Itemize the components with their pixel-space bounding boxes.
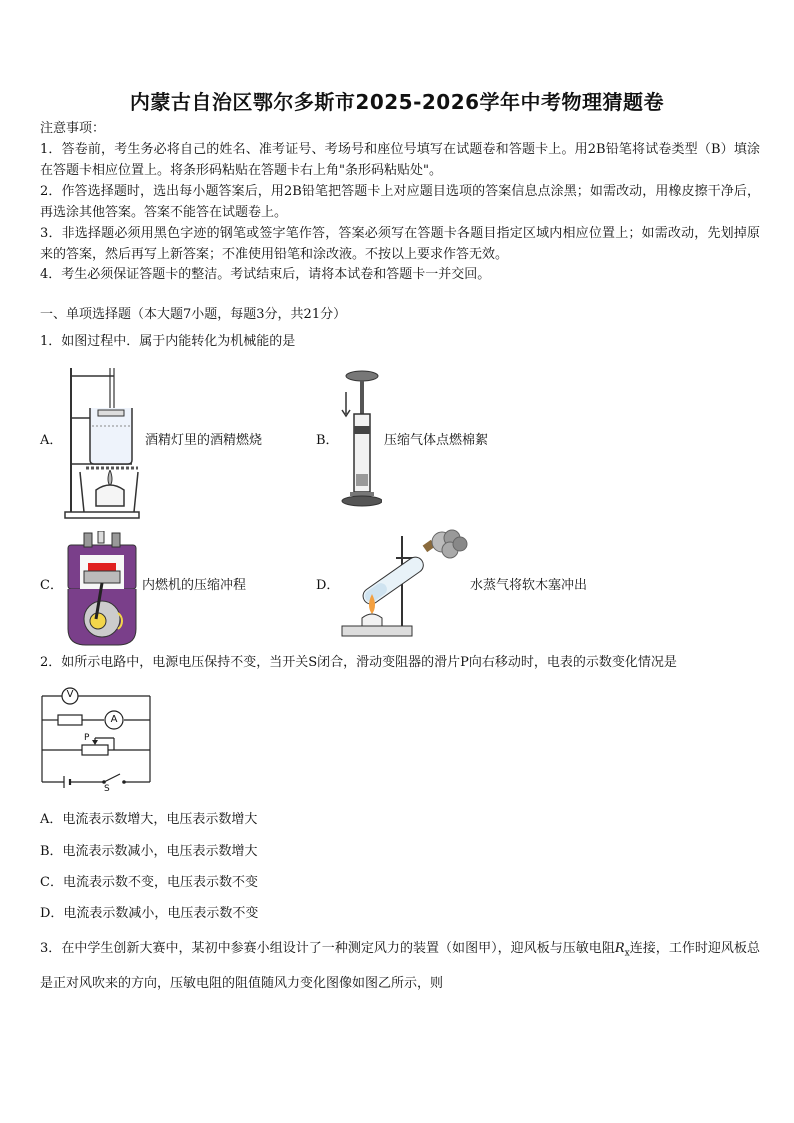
notice-item-4: 4．考生必须保证答题卡的整洁。考试结束后，请将本试卷和答题卡一并交回。 bbox=[40, 267, 491, 282]
q1-option-d-text: 水蒸气将软木塞冲出 bbox=[470, 578, 588, 593]
q1-option-a-text: 酒精灯里的酒精燃烧 bbox=[145, 433, 263, 448]
ammeter-label: A bbox=[110, 714, 118, 725]
q1-option-a-letter: A． bbox=[40, 433, 63, 448]
page-title: 内蒙古自治区鄂尔多斯市2025-2026学年中考物理猜题卷 bbox=[129, 90, 665, 114]
q1-option-d-letter: D． bbox=[316, 578, 340, 593]
q2-circuit-diagram bbox=[38, 684, 156, 796]
notice-item-1: 1．答卷前，考生务必将自己的姓名、准考证号、考场号和座位号填写在试题卷和答题卡上。用2B铅笔将试卷类型（B）填涂在答题卡相应位置上。将条形码粘贴在答题卡右上角"条形码粘贴处"。 bbox=[40, 142, 760, 178]
notice-item-3: 3．非选择题必须用黑色字迹的钢笔或签字笔作答，答案必须写在答题卡各题目指定区域内相应位置上；如需改动，先划掉原来的答案，然后再写上新答案；不准使用铅笔和涂改液。不按以上要求作答无效。 bbox=[40, 226, 760, 262]
slider-label: P bbox=[84, 733, 90, 743]
engine-compression-stroke-figure bbox=[62, 531, 142, 647]
q3-stem-part1: 3．在中学生创新大赛中，某初中参赛小组设计了一种测定风力的装置（如图甲），迎风板与压敏电阻 bbox=[40, 941, 615, 956]
steam-cork-figure bbox=[338, 528, 470, 646]
section-heading: 一、单项选择题（本大题7小题，每题3分，共21分） bbox=[40, 307, 347, 322]
notice-heading: 注意事项： bbox=[40, 121, 106, 136]
rx-subscript: x bbox=[624, 948, 630, 959]
q2-option-b: B．电流表示数减小，电压表示数增大 bbox=[40, 844, 258, 859]
q1-option-c-letter: C． bbox=[40, 578, 63, 593]
switch-label: S bbox=[104, 784, 110, 794]
q1-option-c-text: 内燃机的压缩冲程 bbox=[142, 578, 247, 593]
q1-option-b-letter: B． bbox=[316, 433, 339, 448]
q1-stem: 1．如图过程中．属于内能转化为机械能的是 bbox=[40, 334, 296, 349]
notice-item-2: 2．作答选择题时，选出每小题答案后，用2B铅笔把答题卡上对应题目选项的答案信息点涂黑；如需改动，用橡皮擦干净后，再选涂其他答案。答案不能答在试题卷上。 bbox=[40, 184, 760, 220]
alcohol-lamp-apparatus-figure bbox=[62, 360, 144, 522]
rx-symbol: R bbox=[614, 941, 625, 956]
q1-option-b-text: 压缩气体点燃棉絮 bbox=[384, 433, 489, 448]
q3-stem-part2: 连接，工作时迎风板总是正对风吹来的方向，压敏电阻的阻值随风力变化图像如图乙所示，则 bbox=[40, 941, 760, 991]
fire-syringe-figure bbox=[336, 370, 382, 508]
q2-option-d: D．电流表示数减小，电压表示数不变 bbox=[40, 906, 259, 921]
q2-stem: 2．如所示电路中，电源电压保持不变，当开关S闭合，滑动变阻器的滑片P向右移动时，电表的示数变化情况是 bbox=[40, 655, 677, 670]
voltmeter-label: V bbox=[66, 689, 74, 700]
q2-option-c: C．电流表示数不变，电压表示数不变 bbox=[40, 875, 258, 890]
q2-option-a: A．电流表示数增大，电压表示数增大 bbox=[40, 812, 258, 827]
q3-stem bbox=[40, 934, 760, 999]
